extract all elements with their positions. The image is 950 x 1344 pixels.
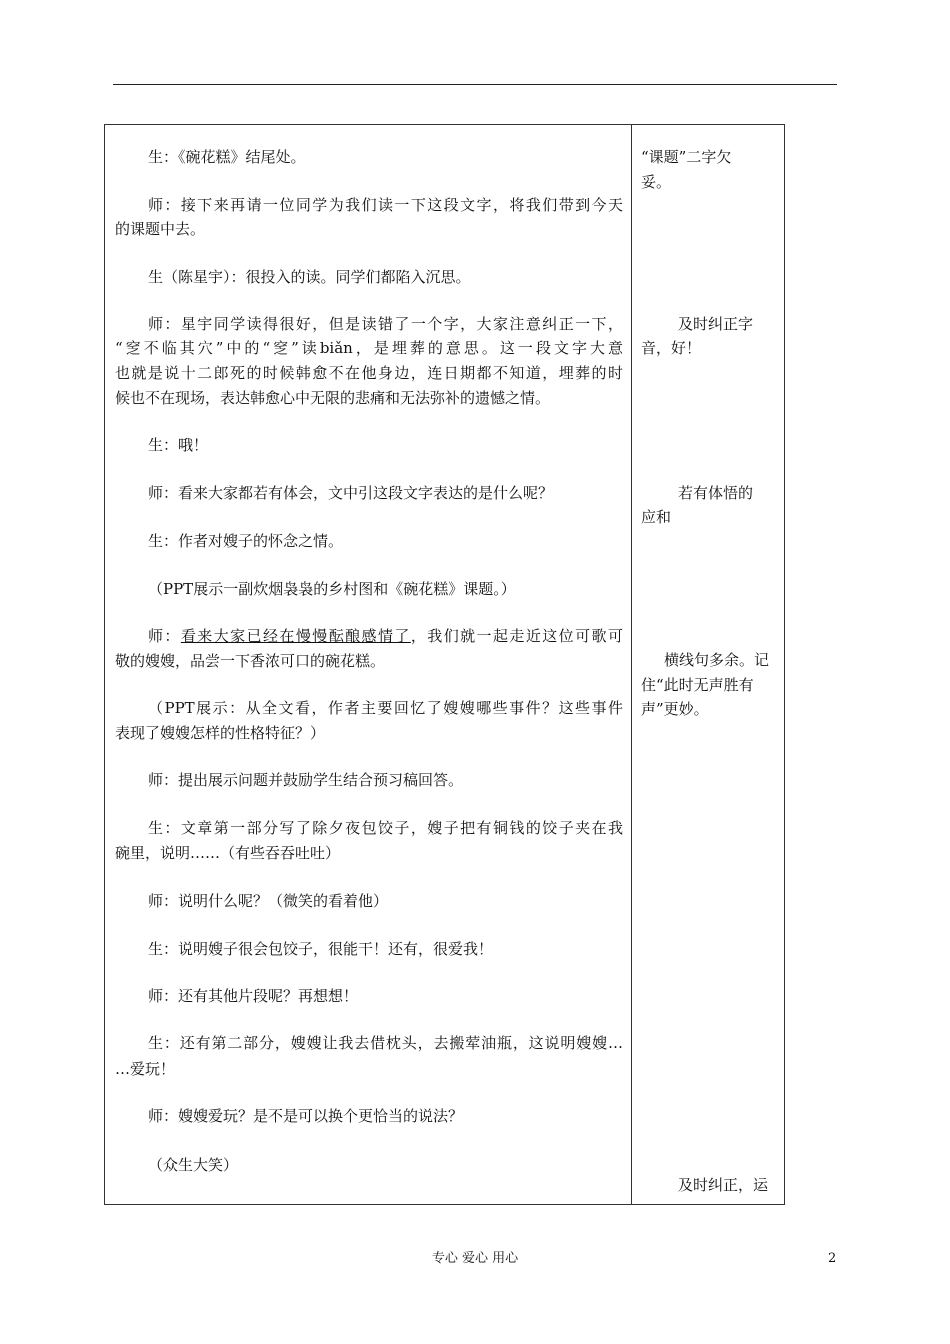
dialogue-line: 师：接下来再请一位同学为我们读一下这段文字，将我们带到今天	[148, 196, 623, 214]
comment-line: 声”更妙。	[641, 700, 709, 718]
dialogue-line: 候也不在现场，表达韩愈心中无限的悲痛和无法弥补的遗憾之情。	[115, 389, 551, 407]
sentence-rest: ，我们就一起走近这位可歌可	[410, 627, 623, 645]
comment-line: 音，好！	[641, 339, 702, 357]
dialogue-line: 生：《碗花糕》结尾处。	[148, 148, 306, 166]
dialogue-line: 生：文章第一部分写了除夕夜包饺子，嫂子把有铜钱的饺子夹在我	[148, 819, 623, 837]
page-number: 2	[828, 1251, 837, 1266]
dialogue-line	[115, 624, 623, 648]
dialogue-line: 也就是说十二郎死的时候韩愈不在他身边，连日期都不知道，埋葬的时	[115, 364, 623, 382]
dialogue-line: 师：提出展示问题并鼓励学生结合预习稿回答。	[148, 771, 464, 789]
comment-line: 横线句多余。记	[664, 651, 770, 669]
dialogue-line: …爱玩！	[115, 1060, 176, 1078]
dialogue-line: “窆不临其穴”中的“窆”读biǎn，是埋葬的意思。这一段文字大意	[115, 339, 623, 357]
comment-line: “课题”二字欠	[641, 148, 732, 166]
underlined-sentence: 看来大家已经在慢慢酝酿感情了	[180, 627, 411, 645]
comment-line: 妥。	[641, 173, 672, 191]
dialogue-line: 生：作者对嫂子的怀念之情。	[148, 532, 344, 550]
stage-direction: （PPT展示一副炊烟袅袅的乡村图和《碗花糕》课题。）	[148, 580, 516, 598]
stage-direction: 表现了嫂嫂怎样的性格特征？）	[115, 724, 326, 742]
lesson-table	[104, 124, 785, 1205]
comment-line: 住“此时无声胜有	[641, 676, 754, 694]
dialogue-line: 师：说明什么呢？（微笑的看着他）	[148, 892, 389, 910]
dialogue-line: 师：星宇同学读得很好，但是读错了一个字，大家注意纠正一下，	[148, 315, 623, 333]
comment-line: 若有体悟的	[678, 484, 754, 502]
dialogue-line: 敬的嫂嫂，品尝一下香浓可口的碗花糕。	[115, 652, 386, 670]
comment-line: 及时纠正，运	[678, 1176, 769, 1194]
dialogue-line: 生：说明嫂子很会包饺子，很能干！还有，很爱我！	[148, 940, 494, 958]
dialogue-line: 碗里，说明……（有些吞吞吐吐）	[115, 844, 341, 862]
dialogue-line: 师：还有其他片段呢？再想想！	[148, 987, 359, 1005]
footer-motto: 专心 爱心 用心	[431, 1251, 519, 1266]
speaker-label: 师：	[148, 627, 181, 645]
comment-line: 应和	[641, 508, 672, 526]
dialogue-line: 生：哦！	[148, 436, 209, 454]
stage-direction: （PPT展示：从全文看，作者主要回忆了嫂嫂哪些事件？这些事件	[148, 699, 623, 717]
column-divider	[631, 125, 632, 1204]
header-rule	[113, 84, 837, 85]
dialogue-line: 生：还有第二部分，嫂嫂让我去借枕头，去搬荤油瓶，这说明嫂嫂…	[148, 1034, 623, 1052]
dialogue-line: 生（陈星宇）：很投入的读。同学们都陷入沉思。	[148, 268, 471, 286]
dialogue-line: 的课题中去。	[115, 220, 206, 238]
dialogue-line: 师：嫂嫂爱玩？是不是可以换个更恰当的说法？	[148, 1107, 464, 1125]
comment-line: 及时纠正字	[678, 315, 754, 333]
stage-direction: （众生大笑）	[148, 1156, 239, 1174]
dialogue-line: 师：看来大家都若有体会，文中引这段文字表达的是什么呢？	[148, 484, 554, 502]
